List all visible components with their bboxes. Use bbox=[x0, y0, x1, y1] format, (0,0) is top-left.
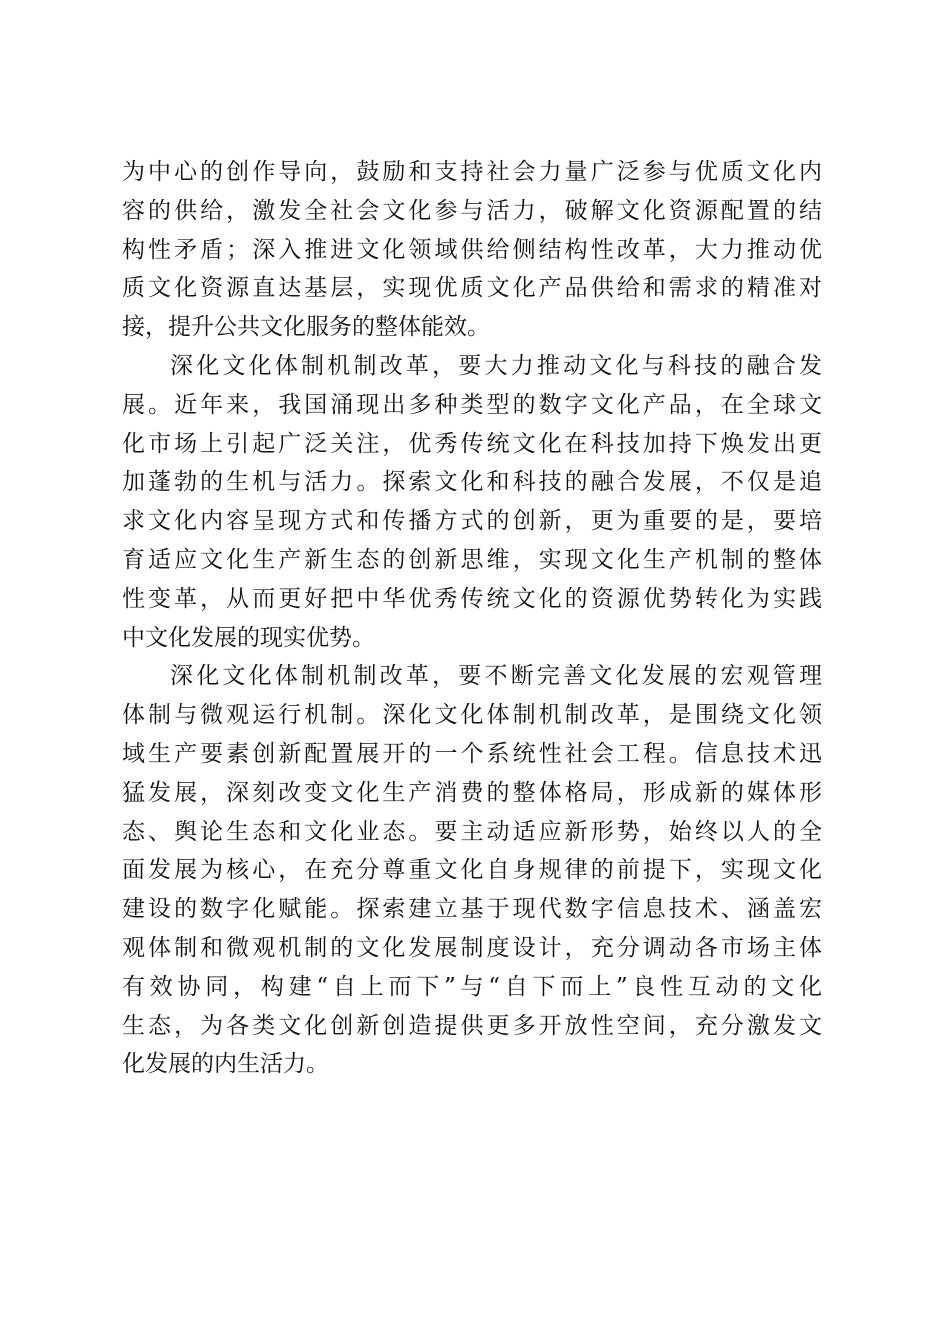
text-line: 性变革，从而更好把中华优秀传统文化的资源优势转化为实践 bbox=[122, 585, 822, 612]
text-line: 求文化内容呈现方式和传播方式的创新，更为重要的是，要培 bbox=[122, 508, 822, 535]
text-line: 质文化资源直达基层，实现优质文化产品供给和需求的精准对 bbox=[122, 275, 822, 302]
text-line: 为中心的创作导向，鼓励和支持社会力量广泛参与优质文化内 bbox=[122, 159, 822, 185]
text-line: 容的供给，激发全社会文化参与活力，破解文化资源配置的结 bbox=[122, 197, 822, 224]
text-line: 观体制和微观机制的文化发展制度设计，充分调动各市场主体 bbox=[122, 934, 822, 961]
text-line: 展。近年来，我国涌现出多种类型的数字文化产品，在全球文 bbox=[122, 391, 822, 418]
text-line: 接，提升公共文化服务的整体能效。 bbox=[122, 314, 490, 341]
text-line: 有效协同，构建“自上而下”与“自下而上”良性互动的文化 bbox=[122, 973, 822, 1000]
text-line: 构性矛盾；深入推进文化领域供给侧结构性改革，大力推动优 bbox=[122, 236, 822, 263]
text-line: 建设的数字化赋能。探索建立基于现代数字信息技术、涵盖宏 bbox=[122, 896, 822, 923]
text-line: 深化文化体制机制改革，要大力推动文化与科技的融合发 bbox=[170, 352, 822, 379]
text-line: 深化文化体制机制改革，要不断完善文化发展的宏观管理 bbox=[170, 663, 822, 690]
text-line: 体制与微观运行机制。深化文化体制机制改革，是围绕文化领 bbox=[122, 702, 822, 729]
text-line: 育适应文化生产新生态的创新思维，实现文化生产机制的整体 bbox=[122, 546, 822, 573]
text-line: 域生产要素创新配置展开的一个系统性社会工程。信息技术迅 bbox=[122, 740, 822, 767]
text-line: 生态，为各类文化创新创造提供更多开放性空间，充分激发文 bbox=[122, 1012, 822, 1039]
text-line: 化发展的内生活力。 bbox=[122, 1051, 329, 1078]
text-line: 猛发展，深刻改变文化生产消费的整体格局，形成新的媒体形 bbox=[122, 779, 822, 806]
text-line: 态、舆论生态和文化业态。要主动适应新形势，始终以人的全 bbox=[122, 818, 822, 845]
text-line: 中文化发展的现实优势。 bbox=[122, 624, 375, 651]
text-line: 化市场上引起广泛关注，优秀传统文化在科技加持下焕发出更 bbox=[122, 430, 822, 457]
body-text bbox=[122, 153, 822, 1084]
text-line: 加蓬勃的生机与活力。探索文化和科技的融合发展，不仅是追 bbox=[122, 469, 822, 496]
text-line: 面发展为核心，在充分尊重文化自身规律的前提下，实现文化 bbox=[122, 857, 822, 884]
